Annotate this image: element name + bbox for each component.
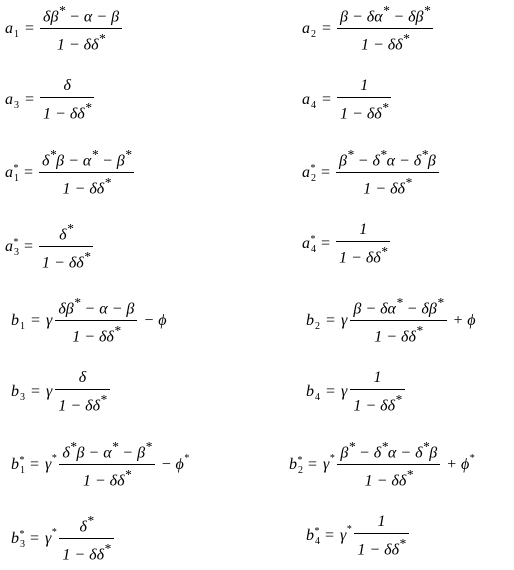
denominator: 1 − δδ*: [357, 536, 406, 559]
equation-a2: [302, 4, 433, 54]
denominator: 1 − δδ*: [62, 175, 111, 198]
equation-lhs: a $_2$: [302, 19, 316, 40]
equals-sign: =: [25, 91, 35, 109]
equation-lhs: b $_3$: [11, 383, 25, 404]
coefficient: γ: [341, 383, 348, 401]
equation-a3: [5, 78, 94, 122]
numerator: δ*β − α* − β*: [42, 147, 132, 170]
numerator: δ*: [59, 221, 74, 244]
equation-lhs: b $_1$ *: [11, 454, 25, 476]
equation-b1: [11, 296, 166, 346]
equals-sign: =: [31, 311, 41, 329]
equals-sign: =: [322, 19, 332, 37]
equation-lhs: b $_3$ *: [11, 528, 25, 550]
coefficient: γ *: [45, 452, 57, 473]
numerator: δ: [63, 77, 71, 94]
trailing-term: + ϕ *: [446, 452, 475, 473]
equals-sign: =: [25, 19, 35, 37]
equals-sign: =: [308, 455, 318, 473]
denominator: 1 − δδ*: [364, 467, 413, 490]
equation-a4: [302, 78, 391, 122]
numerator: 1: [359, 221, 368, 238]
fraction: [55, 296, 137, 346]
equals-sign: =: [326, 383, 336, 401]
trailing-term: − ϕ: [143, 311, 167, 329]
equation-lhs: b $_2$: [306, 311, 320, 332]
equals-sign: =: [30, 455, 40, 473]
fraction: [59, 514, 113, 564]
equation-b2: [306, 296, 476, 346]
coefficient: γ: [341, 311, 348, 329]
numerator: 1: [377, 513, 386, 530]
coefficient: γ *: [340, 524, 352, 545]
numerator: β* − δ*α − δ*β: [339, 147, 436, 170]
equals-sign: =: [321, 163, 331, 181]
fraction: [55, 370, 109, 414]
fraction: [336, 222, 390, 266]
equals-sign: =: [322, 91, 332, 109]
numerator: β* − δ*α − δ*β: [340, 439, 438, 462]
numerator: δβ* − α − β: [58, 295, 135, 318]
fraction: [337, 4, 433, 54]
equation-lhs: a $_1$: [5, 19, 19, 40]
denominator: 1 − δδ*: [374, 323, 423, 346]
equation-lhs: a $_2$ *: [302, 162, 316, 184]
numerator: 1: [373, 369, 382, 386]
equation-lhs: b $_4$ *: [306, 526, 320, 548]
equals-sign: =: [326, 311, 336, 329]
fraction: [336, 148, 439, 198]
equation-b4: [306, 370, 405, 414]
denominator: 1 − δδ*: [62, 541, 111, 564]
equals-sign: =: [24, 163, 34, 181]
equation-lhs: a $_4$: [302, 91, 316, 112]
fraction: [59, 440, 154, 490]
denominator: 1 − δδ*: [339, 244, 388, 267]
equals-sign: =: [321, 235, 331, 253]
denominator: 1 − δδ*: [82, 467, 132, 490]
fraction: [39, 222, 93, 272]
equation-lhs: a $_3$ *: [5, 236, 19, 258]
denominator: 1 − δδ*: [43, 100, 92, 123]
fraction: [40, 78, 94, 122]
fraction: [350, 296, 446, 346]
equation-a3s: [5, 222, 93, 272]
equation-a2s: [302, 148, 439, 198]
equals-sign: =: [30, 529, 40, 547]
equation-a1s: [5, 148, 134, 198]
denominator: 1 − δδ*: [363, 175, 412, 198]
numerator: δ*β − α* − β*: [62, 439, 152, 462]
denominator: 1 − δδ*: [340, 100, 389, 123]
fraction: [337, 78, 391, 122]
fraction: [40, 4, 122, 54]
numerator: δβ* − α − β: [43, 3, 120, 26]
fraction: [337, 440, 440, 490]
equation-a1: [5, 4, 122, 54]
equation-lhs: b $_2$ *: [289, 454, 303, 476]
coefficient: γ: [46, 311, 53, 329]
trailing-term: + ϕ: [452, 311, 476, 329]
numerator: 1: [360, 77, 369, 94]
denominator: 1 − δδ*: [353, 392, 402, 415]
trailing-term: − ϕ *: [160, 452, 189, 473]
equation-lhs: a $_3$: [5, 91, 19, 112]
equals-sign: =: [325, 527, 335, 545]
fraction: [350, 370, 404, 414]
denominator: 1 − δδ*: [56, 31, 106, 54]
equation-lhs: b $_1$: [11, 311, 25, 332]
equation-lhs: a $_4$ *: [302, 234, 316, 256]
equation-b2s: [289, 440, 474, 490]
coefficient: γ: [46, 383, 53, 401]
equation-a4s: [302, 222, 390, 266]
numerator: β − δα* − δβ*: [340, 3, 431, 26]
fraction: [39, 148, 134, 198]
numerator: δ: [78, 369, 87, 386]
equation-lhs: a $_1$ *: [5, 162, 19, 184]
numerator: β − δα* − δβ*: [353, 295, 444, 318]
numerator: δ*: [79, 513, 94, 536]
equals-sign: =: [31, 383, 41, 401]
equation-b3s: [11, 514, 114, 564]
equation-lhs: b $_4$: [306, 383, 320, 404]
denominator: 1 − δδ*: [360, 31, 410, 54]
equals-sign: =: [24, 237, 34, 255]
denominator: 1 − δδ*: [72, 323, 121, 346]
equation-b3: [11, 370, 110, 414]
equation-b1s: [11, 440, 189, 490]
denominator: 1 − δδ*: [58, 392, 107, 415]
coefficient: γ *: [45, 526, 57, 547]
fraction: [354, 514, 408, 558]
denominator: 1 − δδ*: [42, 249, 91, 272]
equation-b4s: [306, 514, 409, 558]
coefficient: γ *: [323, 452, 335, 473]
